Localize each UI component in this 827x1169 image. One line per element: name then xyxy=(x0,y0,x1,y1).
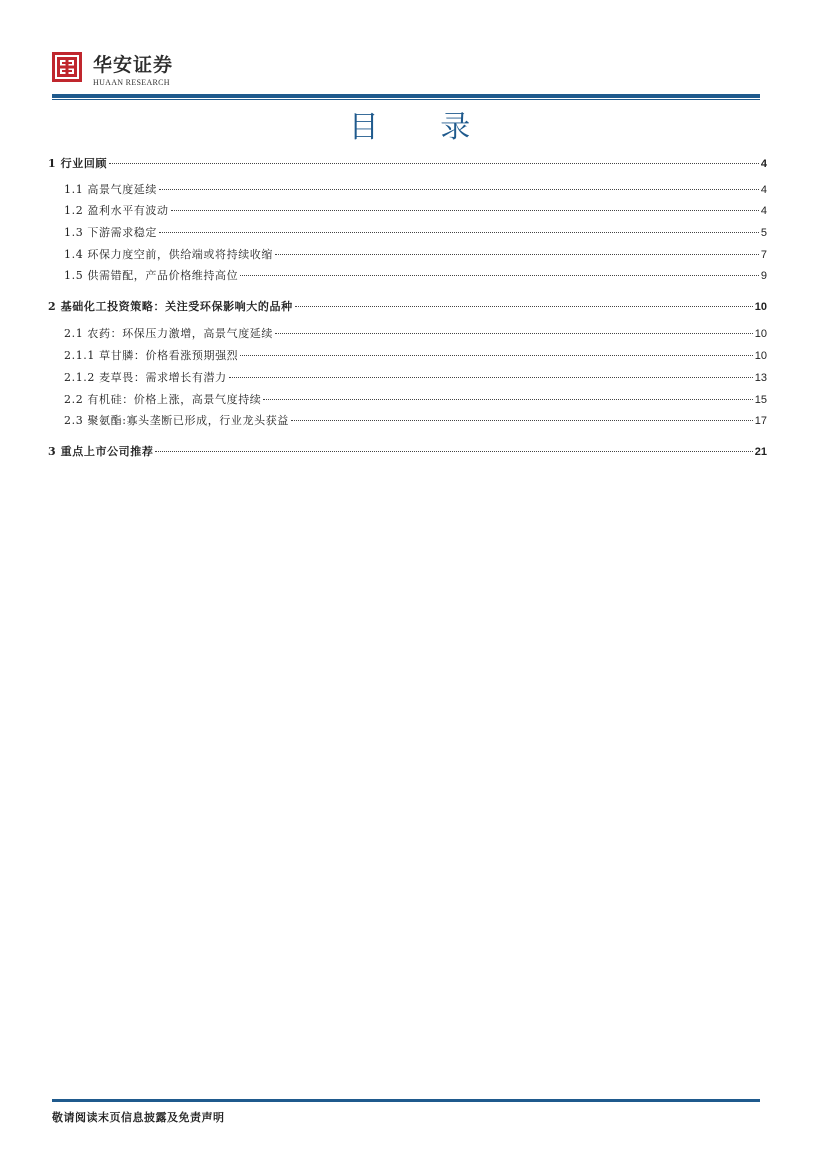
toc-entry-label: 1.4 环保力度空前，供给端或将持续收缩 xyxy=(64,248,273,261)
footer-rule xyxy=(52,1099,760,1102)
toc-entry[interactable] xyxy=(64,325,767,341)
toc-entry-page: 10 xyxy=(754,301,767,313)
toc-leader-dots xyxy=(159,232,759,233)
toc-entry-label: 2 基础化工投资策略：关注受环保影响大的品种 xyxy=(48,300,293,313)
toc-entry-label: 2.1 农药：环保压力激增，高景气度延续 xyxy=(64,327,273,340)
toc-entry-label: 2.1.2 麦草畏：需求增长有潜力 xyxy=(64,371,227,384)
toc-entry-page: 10 xyxy=(754,350,767,362)
toc-entry[interactable] xyxy=(64,181,767,197)
toc-entry-page: 7 xyxy=(760,249,767,261)
toc-entry-label: 1.2 盈利水平有波动 xyxy=(64,204,169,217)
toc-entry-label: 2.3 聚氨酯:寡头垄断已形成，行业龙头获益 xyxy=(64,414,289,427)
toc-entry-page: 4 xyxy=(760,205,767,217)
toc-entry-page: 13 xyxy=(754,372,767,384)
toc-entry[interactable] xyxy=(64,347,767,363)
toc-entry-label: 3 重点上市公司推荐 xyxy=(48,445,154,458)
disclaimer-note: 敬请阅读末页信息披露及免责声明 xyxy=(52,1111,225,1124)
toc-leader-dots xyxy=(275,254,759,255)
toc-leader-dots xyxy=(291,420,753,421)
toc-entry-label: 1.3 下游需求稳定 xyxy=(64,226,157,239)
toc-entry[interactable] xyxy=(64,224,767,240)
toc-entry[interactable] xyxy=(48,298,767,314)
toc-leader-dots xyxy=(240,355,752,356)
toc-leader-dots xyxy=(159,189,759,190)
brand-name-cn: 华安证券 xyxy=(93,54,174,76)
toc-leader-dots xyxy=(155,451,752,452)
toc-entry-page: 4 xyxy=(760,184,767,196)
toc-leader-dots xyxy=(240,275,759,276)
toc-leader-dots xyxy=(229,377,753,378)
toc-leader-dots xyxy=(109,163,759,164)
toc-entry[interactable] xyxy=(64,267,767,283)
huaan-logo-icon xyxy=(52,52,82,82)
header-rule xyxy=(52,94,760,98)
toc-entry-page: 17 xyxy=(754,415,767,427)
toc-entry-page: 4 xyxy=(760,158,767,170)
toc-entry[interactable] xyxy=(64,391,767,407)
toc-leader-dots xyxy=(171,210,759,211)
toc-leader-dots xyxy=(263,399,752,400)
toc-entry[interactable] xyxy=(64,246,767,262)
toc-entry-page: 9 xyxy=(760,270,767,282)
toc-entry-label: 1.5 供需错配，产品价格维持高位 xyxy=(64,269,239,282)
toc-entry[interactable] xyxy=(48,443,767,459)
toc-leader-dots xyxy=(275,333,753,334)
brand-name-en: HUAAN RESEARCH xyxy=(93,78,170,87)
toc-entry[interactable] xyxy=(64,202,767,218)
toc-entry-label: 1 行业回顾 xyxy=(48,157,108,170)
toc-entry-page: 15 xyxy=(754,394,767,406)
toc-entry[interactable] xyxy=(48,155,767,171)
toc-entry-page: 5 xyxy=(760,227,767,239)
toc-entry-label: 2.2 有机硅：价格上涨，高景气度持续 xyxy=(64,393,262,406)
toc-entry[interactable] xyxy=(64,412,767,428)
toc-entry-label: 2.1.1 草甘膦：价格看涨预期强烈 xyxy=(64,349,239,362)
toc-leader-dots xyxy=(295,306,753,307)
toc-entry-page: 10 xyxy=(754,328,767,340)
toc-entry-label: 1.1 高景气度延续 xyxy=(64,183,157,196)
header-rule-thin xyxy=(52,99,760,100)
page-header xyxy=(0,0,827,100)
toc-entry[interactable] xyxy=(64,369,767,385)
toc-title: 目 录 xyxy=(348,110,497,145)
toc-entry-page: 21 xyxy=(754,446,767,458)
